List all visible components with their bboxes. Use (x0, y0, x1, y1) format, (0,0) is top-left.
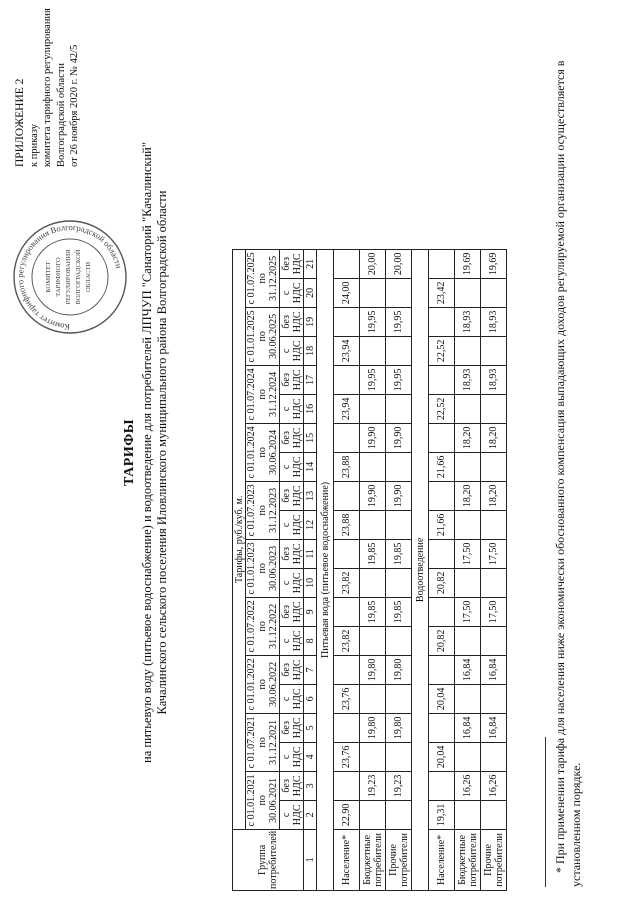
appendix-line: от 26 ноября 2020 г. № 42/5 (69, 44, 80, 167)
tariff-cell: 23,76 (334, 684, 360, 713)
vat-without-header: без НДС (280, 539, 304, 568)
tariff-cell (334, 307, 360, 336)
tariff-cell: 18,93 (455, 307, 481, 336)
column-number: 9 (304, 597, 317, 626)
vat-with-header: с НДС (280, 336, 304, 365)
vat-without-header: без НДС (280, 713, 304, 742)
tariff-cell (429, 249, 455, 278)
tariff-cell: 23,82 (334, 568, 360, 597)
tariff-cell (455, 510, 481, 539)
tariff-cell (334, 481, 360, 510)
column-number: 5 (304, 713, 317, 742)
tariff-cell: 19,69 (481, 249, 507, 278)
consumer-group: Население* (334, 829, 360, 890)
tariff-cell (386, 684, 412, 713)
section-title: Водоотведение (412, 249, 429, 890)
tariff-cell: 19,23 (360, 771, 386, 800)
column-number: 13 (304, 481, 317, 510)
tariff-cell: 17,50 (455, 597, 481, 626)
period-header: с 01.07.2023 по 31.12.2023 (246, 481, 280, 539)
tariff-cell: 20,00 (386, 249, 412, 278)
tariff-cell: 18,20 (481, 423, 507, 452)
tariff-cell (481, 742, 507, 771)
vat-without-header: без НДС (280, 655, 304, 684)
tariff-cell (455, 684, 481, 713)
tariff-cell: 20,04 (429, 742, 455, 771)
tariff-cell (386, 510, 412, 539)
section-title: Питьевая вода (питьевое водоснабжение) (317, 249, 334, 890)
tariff-cell: 21,66 (429, 452, 455, 481)
tariff-cell (360, 742, 386, 771)
tariff-table (232, 249, 507, 891)
footnote-separator (545, 737, 546, 887)
period-header: с 01.07.2025 по 31.12.2025 (246, 249, 280, 307)
official-seal (10, 217, 130, 337)
vat-with-header: с НДС (280, 568, 304, 597)
tariff-cell (455, 568, 481, 597)
vat-with-header: с НДС (280, 278, 304, 307)
tariff-cell (455, 394, 481, 423)
tariff-cell (334, 771, 360, 800)
svg-text:Комитет тарифного регулировани: Комитет тарифного регулирования Волгоградской области (14, 221, 125, 333)
tariff-cell: 19,85 (360, 539, 386, 568)
document-subtitle (140, 100, 170, 805)
tariff-cell (360, 278, 386, 307)
tariff-cell: 23,82 (334, 626, 360, 655)
subtitle-line: Качалинского сельского поселения Иловлинского муниципального района Волгоградской области (155, 190, 169, 715)
table-row (334, 249, 360, 890)
section-row (412, 249, 429, 890)
tariff-cell (455, 336, 481, 365)
tariff-cell: 19,90 (386, 423, 412, 452)
tariff-cell: 20,00 (360, 249, 386, 278)
tariff-cell: 19,85 (360, 597, 386, 626)
tariff-cell: 18,20 (455, 481, 481, 510)
tariff-cell: 19,90 (360, 423, 386, 452)
tariff-cell: 23,94 (334, 394, 360, 423)
tariff-cell (334, 655, 360, 684)
tariff-cell (360, 568, 386, 597)
column-number: 14 (304, 452, 317, 481)
tariff-cell (429, 423, 455, 452)
tariff-cell (386, 278, 412, 307)
tariff-cell (455, 626, 481, 655)
table-row (455, 249, 481, 890)
tariff-cell (334, 365, 360, 394)
period-header: с 01.07.2022 по 31.12.2022 (246, 597, 280, 655)
consumer-group: Прочие потребители (386, 829, 412, 890)
group-header: Группа потребителей (233, 829, 304, 890)
tariff-cell: 16,84 (481, 655, 507, 684)
seal-center-text: КОМИТЕТ (45, 261, 52, 293)
tariff-cell (481, 278, 507, 307)
tariff-cell: 20,82 (429, 568, 455, 597)
tariff-cell (386, 394, 412, 423)
tariff-cell: 24,00 (334, 278, 360, 307)
appendix-block (14, 8, 82, 167)
column-number: 2 (304, 800, 317, 829)
tariff-cell: 23,94 (334, 336, 360, 365)
vat-with-header: с НДС (280, 800, 304, 829)
tariff-cell: 19,80 (360, 655, 386, 684)
column-number: 6 (304, 684, 317, 713)
tariff-cell (429, 365, 455, 394)
tariff-cell: 19,69 (455, 249, 481, 278)
subtitle-line: на питьевую воду (питьевое водоснабжение) и водоотведение для потребителей ЛПЧУП "Санаторий "Качалинский" (140, 142, 154, 763)
tariff-cell (334, 597, 360, 626)
tariff-cell: 19,85 (386, 597, 412, 626)
tariff-cell: 19,85 (386, 539, 412, 568)
column-number: 3 (304, 771, 317, 800)
tariff-cell: 18,93 (455, 365, 481, 394)
tariff-cell: 18,20 (455, 423, 481, 452)
appendix-line: Волгоградской области (55, 62, 67, 167)
consumer-group: Население* (429, 829, 455, 890)
tariff-cell (360, 626, 386, 655)
vat-with-header: с НДС (280, 394, 304, 423)
column-number: 19 (304, 307, 317, 336)
tariff-cell (386, 568, 412, 597)
seal-center-text: РЕГУЛИРОВАНИЯ (65, 249, 72, 305)
tariff-cell: 22,52 (429, 394, 455, 423)
tariff-cell: 17,50 (455, 539, 481, 568)
column-number: 16 (304, 394, 317, 423)
column-number: 7 (304, 655, 317, 684)
tariff-cell (386, 800, 412, 829)
period-header: с 01.01.2022 по 30.06.2022 (246, 655, 280, 713)
tariff-cell: 19,95 (360, 307, 386, 336)
column-number-row (304, 249, 317, 890)
consumer-group: Бюджетные потребители (360, 829, 386, 890)
column-number: 1 (304, 829, 317, 890)
table-row (386, 249, 412, 890)
table-row (360, 249, 386, 890)
footnote: * При применении тарифа для населения ниже экономически обоснованного компенсация выпадающих доходов регулируемой организации осуществляется в установленном порядке. (553, 60, 583, 887)
tariff-cell: 19,80 (386, 713, 412, 742)
column-number: 21 (304, 249, 317, 278)
period-header: с 01.07.2021 по 31.12.2021 (246, 713, 280, 771)
tariff-cell (334, 249, 360, 278)
consumer-group: Бюджетные потребители (455, 829, 481, 890)
period-header: с 01.01.2023 по 30.06.2023 (246, 539, 280, 597)
period-header: с 01.01.2024 по 30.06.2024 (246, 423, 280, 481)
tariff-cell (455, 800, 481, 829)
tariff-cell (429, 713, 455, 742)
table-row (429, 249, 455, 890)
vat-with-header: с НДС (280, 452, 304, 481)
tariff-header: Тарифы, руб./куб. м. (233, 249, 246, 829)
tariff-cell: 19,23 (386, 771, 412, 800)
tariff-cell (386, 626, 412, 655)
column-number: 12 (304, 510, 317, 539)
tariff-cell: 16,84 (455, 713, 481, 742)
tariff-table-body (317, 249, 507, 890)
period-header: с 01.01.2021 по 30.06.2021 (246, 771, 280, 829)
appendix-title: ПРИЛОЖЕНИЕ 2 (14, 78, 26, 167)
tariff-cell: 19,31 (429, 800, 455, 829)
tariff-cell: 16,26 (481, 771, 507, 800)
vat-without-header: без НДС (280, 249, 304, 278)
tariff-cell: 22,52 (429, 336, 455, 365)
tariff-cell: 19,80 (386, 655, 412, 684)
document-title: ТАРИФЫ (122, 419, 137, 486)
tariff-cell (334, 423, 360, 452)
tariff-cell: 19,95 (386, 307, 412, 336)
column-number: 8 (304, 626, 317, 655)
tariff-cell: 20,82 (429, 626, 455, 655)
tariff-cell: 16,84 (455, 655, 481, 684)
tariff-cell (429, 597, 455, 626)
tariff-cell: 19,95 (386, 365, 412, 394)
vat-header-row (280, 249, 304, 890)
tariff-cell (455, 452, 481, 481)
tariff-cell (360, 510, 386, 539)
tariff-cell (429, 771, 455, 800)
tariff-cell (481, 568, 507, 597)
tariff-cell (386, 742, 412, 771)
column-number: 15 (304, 423, 317, 452)
tariff-cell (481, 626, 507, 655)
section-row (317, 249, 334, 890)
tariff-cell (386, 336, 412, 365)
column-number: 20 (304, 278, 317, 307)
consumer-group: Прочие потребители (481, 829, 507, 890)
tariff-cell: 16,26 (455, 771, 481, 800)
tariff-cell (481, 452, 507, 481)
tariff-cell: 18,93 (481, 307, 507, 336)
vat-without-header: без НДС (280, 597, 304, 626)
tariff-cell: 19,95 (360, 365, 386, 394)
tariff-cell: 21,66 (429, 510, 455, 539)
seal-center-text: ТАРИФНОГО (55, 257, 62, 297)
vat-without-header: без НДС (280, 481, 304, 510)
seal-center-text: ОБЛАСТИ (85, 261, 92, 293)
appendix-line: к приказу (28, 124, 40, 167)
tariff-cell: 22,90 (334, 800, 360, 829)
tariff-cell (455, 742, 481, 771)
vat-with-header: с НДС (280, 510, 304, 539)
tariff-cell (360, 452, 386, 481)
tariff-cell (334, 713, 360, 742)
tariff-cell: 23,42 (429, 278, 455, 307)
vat-without-header: без НДС (280, 365, 304, 394)
column-number: 4 (304, 742, 317, 771)
tariff-cell (386, 452, 412, 481)
tariff-cell (481, 800, 507, 829)
period-header: с 01.07.2024 по 31.12.2024 (246, 365, 280, 423)
tariff-cell: 18,20 (481, 481, 507, 510)
vat-without-header: без НДС (280, 423, 304, 452)
period-header: с 01.01.2025 по 30.06.2025 (246, 307, 280, 365)
tariff-cell: 18,93 (481, 365, 507, 394)
tariff-cell: 19,90 (386, 481, 412, 510)
vat-without-header: без НДС (280, 307, 304, 336)
tariff-cell (429, 655, 455, 684)
tariff-cell: 16,84 (481, 713, 507, 742)
column-number: 17 (304, 365, 317, 394)
tariff-cell (429, 481, 455, 510)
table-row (481, 249, 507, 890)
vat-with-header: с НДС (280, 626, 304, 655)
tariff-cell: 23,88 (334, 510, 360, 539)
vat-with-header: с НДС (280, 684, 304, 713)
tariff-cell: 23,88 (334, 452, 360, 481)
tariff-cell: 17,50 (481, 597, 507, 626)
column-number: 10 (304, 568, 317, 597)
tariff-cell (455, 278, 481, 307)
tariff-cell (360, 336, 386, 365)
tariff-cell: 23,76 (334, 742, 360, 771)
tariff-cell: 19,90 (360, 481, 386, 510)
tariff-cell (360, 684, 386, 713)
tariff-cell (360, 394, 386, 423)
vat-with-header: с НДС (280, 742, 304, 771)
column-number: 11 (304, 539, 317, 568)
tariff-cell (481, 336, 507, 365)
tariff-cell: 17,50 (481, 539, 507, 568)
appendix-line: комитета тарифного регулирования (42, 8, 53, 167)
tariff-cell: 20,04 (429, 684, 455, 713)
tariff-cell: 19,80 (360, 713, 386, 742)
seal-center-text: ВОЛГОГРАДСКОЙ (75, 249, 82, 305)
column-number: 18 (304, 336, 317, 365)
vat-without-header: без НДС (280, 771, 304, 800)
tariff-cell (429, 307, 455, 336)
tariff-cell (481, 684, 507, 713)
tariff-cell (481, 510, 507, 539)
tariff-cell (334, 539, 360, 568)
tariff-cell (429, 539, 455, 568)
tariff-cell (481, 394, 507, 423)
tariff-cell (360, 800, 386, 829)
